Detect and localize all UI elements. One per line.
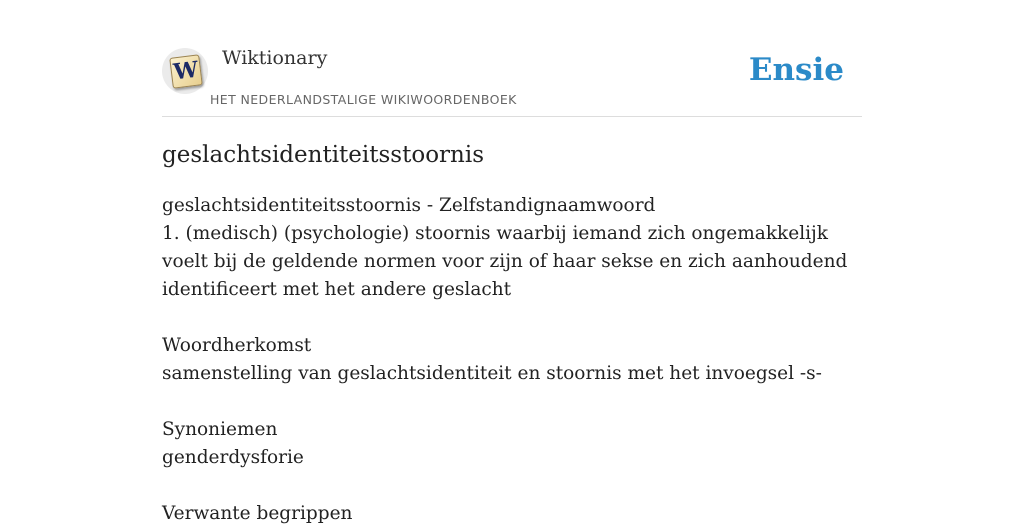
spacer — [162, 388, 862, 416]
page-title: geslachtsidentiteitsstoornis — [162, 142, 485, 168]
ensie-logo[interactable]: Ensie — [748, 52, 844, 88]
etymology-heading: Woordherkomst — [162, 335, 312, 356]
logo-tile — [169, 54, 203, 88]
site-tagline: HET NEDERLANDSTALIGE WIKIWOORDENBOEK — [210, 92, 517, 107]
entry-content — [162, 192, 862, 528]
logo-letter: W — [172, 56, 200, 86]
definition-text: 1. (medisch) (psychologie) stoornis waarbij iemand zich ongemakkelijk voelt bij de geldende normen voor zijn of haar sekse en zich aanhoudend identificeert met het andere geslacht — [162, 223, 848, 300]
site-name[interactable]: Wiktionary — [222, 47, 328, 69]
synonyms-heading: Synoniemen — [162, 419, 278, 440]
part-of-speech-line: geslachtsidentiteitsstoornis - Zelfstandignaamwoord — [162, 195, 656, 216]
spacer — [162, 472, 862, 500]
wiktionary-logo-icon[interactable] — [162, 48, 208, 94]
etymology-text: samenstelling van geslachtsidentiteit en stoornis met het invoegsel -s- — [162, 363, 822, 384]
synonyms-text: genderdysforie — [162, 447, 304, 468]
related-heading: Verwante begrippen — [162, 503, 353, 524]
site-header — [162, 46, 862, 117]
spacer — [162, 304, 862, 332]
